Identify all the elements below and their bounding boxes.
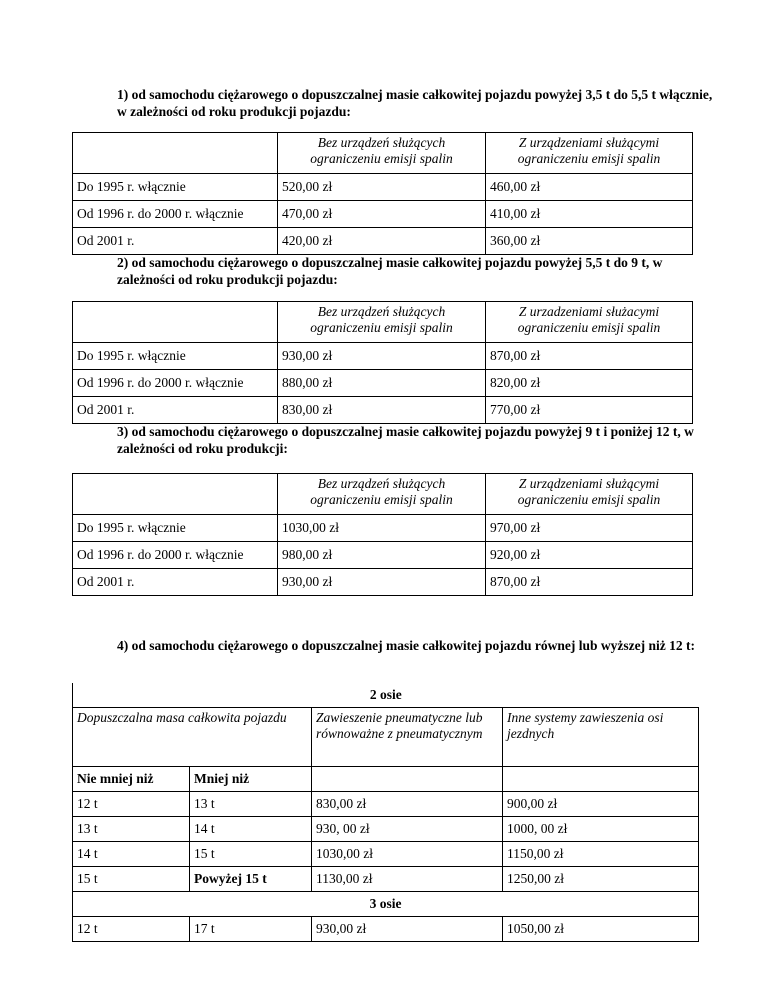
table-row [73, 228, 693, 255]
column-header-with-devices: Z urządzeniami służącymi ograniczeniu emisji spalin [486, 133, 693, 174]
table-row [73, 917, 699, 942]
column-header-without-devices: Bez urządzeń służących ograniczeniu emisji spalin [278, 133, 486, 174]
axles-3-header: 3 osie [73, 892, 699, 917]
cell-value: 1150,00 zł [503, 842, 699, 867]
table-corner [73, 302, 278, 343]
cell-value: 420,00 zł [278, 228, 486, 255]
cell-value: 1000, 00 zł [503, 817, 699, 842]
cell-value: 870,00 zł [486, 569, 693, 596]
row-label: Do 1995 r. włącznie [73, 174, 278, 201]
table-row [73, 792, 699, 817]
table-row [73, 397, 693, 424]
table-row [73, 817, 699, 842]
cell-value: 520,00 zł [278, 174, 486, 201]
cell-value: 980,00 zł [278, 542, 486, 569]
table-row [73, 201, 693, 228]
cell-value: 930,00 zł [278, 569, 486, 596]
table-row [73, 174, 693, 201]
section-3-heading: 3) od samochodu ciężarowego o dopuszczalnej masie całkowitej pojazdu powyżej 9 t i poniżej 12 t, w zależności od roku produkcji: [117, 424, 694, 456]
row-label: Od 2001 r. [73, 397, 278, 424]
table-row [73, 343, 693, 370]
cell-max: 14 t [190, 817, 312, 842]
cell-value: 1130,00 zł [312, 867, 503, 892]
table-row [73, 867, 699, 892]
empty-cell [503, 767, 699, 792]
section-2-heading: 2) od samochodu ciężarowego o dopuszczalnej masie całkowitej pojazdu powyżej 5,5 t do 9 t, w zależności od roku produkcji pojazdu: [117, 255, 663, 287]
section-4-heading: 4) od samochodu ciężarowego o dopuszczalnej masie całkowitej pojazdu równej lub wyższej niż 12 t: [117, 638, 695, 653]
cell-value: 930,00 zł [278, 343, 486, 370]
row-label: Od 2001 r. [73, 569, 278, 596]
column-header-with-devices: Z urzadzeniami służacymi ograniczeniu emisji spalin [486, 302, 693, 343]
axles-2-header: 2 osie [73, 683, 699, 708]
table-corner [73, 133, 278, 174]
cell-value: 1250,00 zł [503, 867, 699, 892]
table-row [73, 370, 693, 397]
table-row [73, 542, 693, 569]
cell-value: 460,00 zł [486, 174, 693, 201]
section-3-table [72, 473, 693, 596]
cell-max: 17 t [190, 917, 312, 942]
cell-value: 830,00 zł [278, 397, 486, 424]
row-label: Od 2001 r. [73, 228, 278, 255]
cell-value: 770,00 zł [486, 397, 693, 424]
cell-value: 1030,00 zł [278, 515, 486, 542]
section-1-table [72, 132, 693, 255]
cell-value: 830,00 zł [312, 792, 503, 817]
table-row [73, 842, 699, 867]
cell-value: 930, 00 zł [312, 817, 503, 842]
cell-min: 15 t [73, 867, 190, 892]
cell-min: 12 t [73, 792, 190, 817]
cell-max: 13 t [190, 792, 312, 817]
cell-value: 930,00 zł [312, 917, 503, 942]
cell-value: 1030,00 zł [312, 842, 503, 867]
cell-max: 15 t [190, 842, 312, 867]
section-1-heading: 1) od samochodu ciężarowego o dopuszczalnej masie całkowitej pojazdu powyżej 3,5 t do 5,5 t włącznie, w zależności od roku produkcji pojazdu: [117, 87, 713, 119]
row-label: Od 1996 r. do 2000 r. włącznie [73, 201, 278, 228]
column-header-other-suspension: Inne systemy zawieszenia osi jezdnych [503, 708, 699, 767]
cell-min: 12 t [73, 917, 190, 942]
row-label: Od 1996 r. do 2000 r. włącznie [73, 542, 278, 569]
row-label: Od 1996 r. do 2000 r. włącznie [73, 370, 278, 397]
table-corner [73, 474, 278, 515]
cell-value: 410,00 zł [486, 201, 693, 228]
cell-value: 820,00 zł [486, 370, 693, 397]
cell-value: 360,00 zł [486, 228, 693, 255]
cell-value: 1050,00 zł [503, 917, 699, 942]
cell-value: 880,00 zł [278, 370, 486, 397]
cell-value: 900,00 zł [503, 792, 699, 817]
column-header-pneumatic: Zawieszenie pneumatyczne lub równoważne z pneumatycznym [312, 708, 503, 767]
mass-header: Dopuszczalna masa całkowita pojazdu [73, 708, 312, 767]
section-4-table [72, 683, 699, 942]
column-header-with-devices: Z urządzeniami służącymi ograniczeniu emisji spalin [486, 474, 693, 515]
column-header-without-devices: Bez urządzeń służących ograniczeniu emisji spalin [278, 302, 486, 343]
column-header-not-less: Nie mniej niż [73, 767, 190, 792]
row-label: Do 1995 r. włącznie [73, 515, 278, 542]
row-label: Do 1995 r. włącznie [73, 343, 278, 370]
column-header-without-devices: Bez urządzeń służących ograniczeniu emisji spalin [278, 474, 486, 515]
cell-value: 920,00 zł [486, 542, 693, 569]
table-row [73, 515, 693, 542]
cell-max: Powyżej 15 t [190, 867, 312, 892]
cell-min: 13 t [73, 817, 190, 842]
table-row [73, 569, 693, 596]
cell-value: 970,00 zł [486, 515, 693, 542]
cell-value: 470,00 zł [278, 201, 486, 228]
cell-value: 870,00 zł [486, 343, 693, 370]
section-2-table [72, 301, 693, 424]
cell-min: 14 t [73, 842, 190, 867]
column-header-less: Mniej niż [190, 767, 312, 792]
empty-cell [312, 767, 503, 792]
